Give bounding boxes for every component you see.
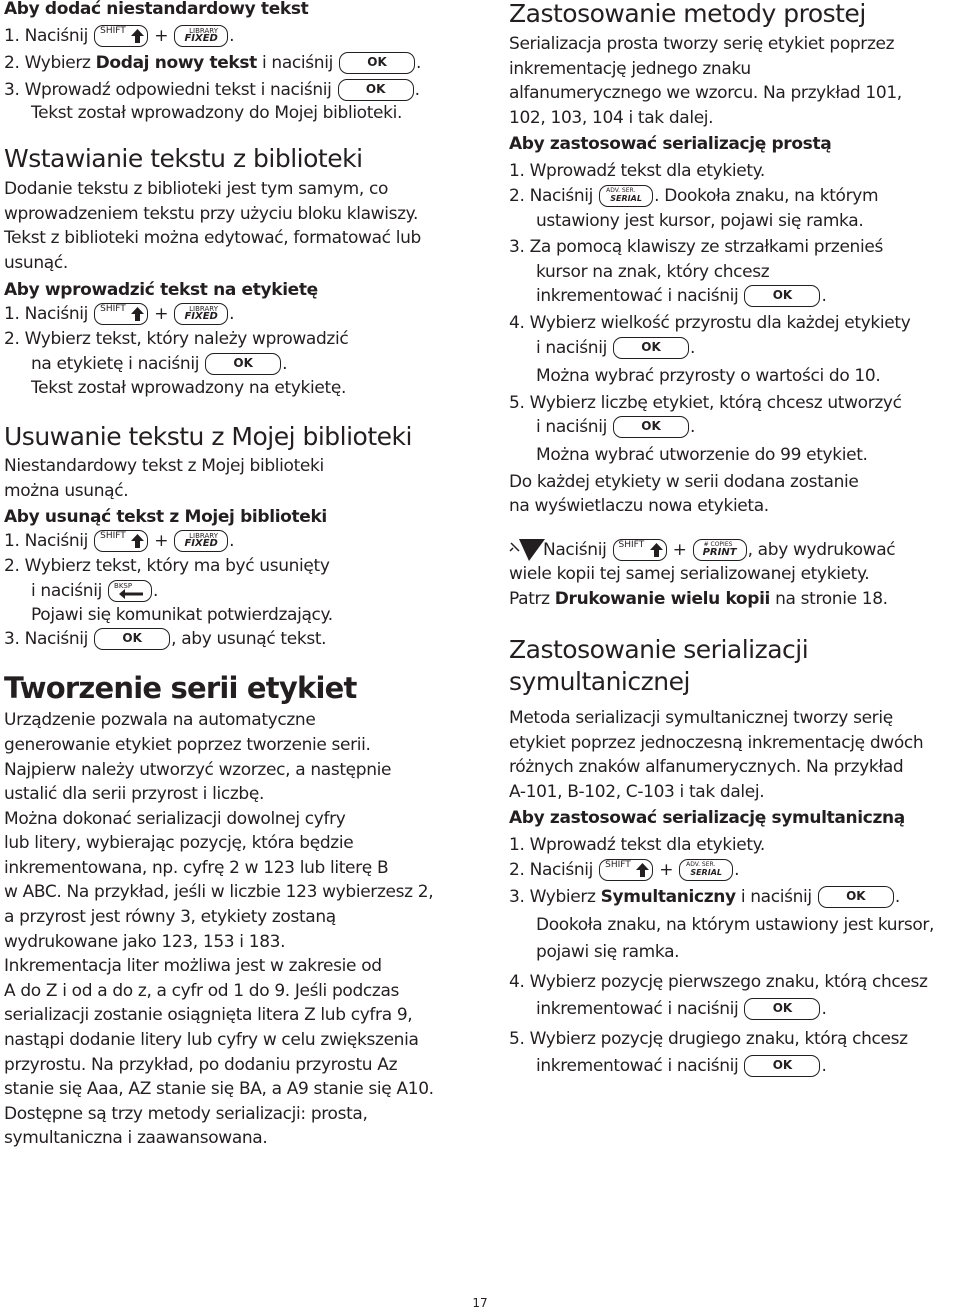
key-label: OK (365, 81, 386, 96)
tip-text: wiele kopii tej samej serializowanej etykiety. (509, 563, 870, 584)
period: . (229, 304, 235, 325)
step-line (509, 413, 959, 442)
section-heading: Zastosowanie metody prostej (509, 0, 866, 28)
key-label: OK (846, 888, 866, 903)
key-label: OK (122, 631, 142, 646)
custom-text-heading: Aby dodać niestandardowy tekst (4, 0, 309, 19)
step-text: i naciśnij (740, 886, 812, 907)
step-text: i naciśnij (536, 337, 607, 358)
period: . (416, 52, 422, 73)
subheading: Aby zastosować serializację prostą (509, 134, 832, 155)
step-line (4, 22, 474, 51)
ok-key-icon (94, 628, 170, 650)
tip-text: Naciśnij (543, 539, 607, 560)
step-text-bold: Symultaniczny (600, 886, 736, 907)
key-label: FIXED (184, 311, 218, 323)
period: . (690, 417, 696, 438)
body-text: Metoda serializacji symultanicznej tworzy serię (509, 708, 893, 729)
fixed-key-icon (174, 530, 228, 552)
step-note: Można wybrać przyrosty o wartości do 10. (536, 365, 881, 386)
body-text: Dodanie tekstu z biblioteki jest tym samym, co (4, 179, 389, 200)
step-text: kursor na znak, który chcesz (536, 261, 770, 282)
step-text-bold: Dodaj nowy tekst (95, 52, 257, 73)
section-heading: Tworzenie serii etykiet (4, 671, 357, 706)
shift-key-icon (94, 25, 148, 47)
step-text: 1. Wprowadź tekst dla etykiety. (509, 160, 765, 181)
period: . (821, 998, 827, 1019)
step-text: Dookoła znaku, na którym ustawiony jest kursor, (536, 914, 935, 935)
plus-sign: + (154, 531, 169, 552)
step-line (509, 1052, 959, 1081)
section-heading: Wstawianie tekstu z biblioteki (4, 144, 363, 174)
step-line (4, 577, 474, 606)
key-label: LIBRARY (189, 26, 218, 35)
key-label: OK (233, 355, 253, 370)
body-text: etykiet poprzez jednoczesną inkrementację dwóch (509, 732, 924, 753)
shift-key-icon (94, 303, 148, 325)
subheading: Aby wprowadzić tekst na etykietę (4, 279, 318, 300)
step-text: i naciśnij (262, 52, 333, 73)
key-label: SERIAL (610, 193, 642, 203)
step-line (4, 527, 474, 556)
step-line (509, 334, 959, 363)
key-label: SHIFT (100, 531, 126, 542)
shift-key-icon (613, 539, 667, 561)
key-label: OK (641, 419, 661, 434)
section-heading: symultanicznej (509, 667, 690, 697)
key-label: OK (367, 54, 387, 69)
ok-key-icon (339, 52, 415, 74)
step-line (4, 625, 474, 654)
key-label: OK (641, 339, 661, 354)
period: . (229, 531, 235, 552)
key-label: BKSP (114, 581, 133, 590)
step-text: inkrementować i naciśnij (536, 998, 739, 1019)
body-text: Można dokonać serializacji dowolnej cyfry (4, 808, 346, 829)
plus-sign: + (154, 304, 169, 325)
key-label: OK (772, 288, 793, 303)
body-text: wydrukowane jako 123, 153 i 183. (4, 931, 286, 952)
step-note: Można wybrać utworzenie do 99 etykiet. (536, 445, 868, 466)
body-text: Do każdej etykiety w serii dodana zostanie (509, 471, 859, 492)
serial-key-icon (679, 859, 733, 881)
step-line (509, 856, 959, 885)
step-text: na etykietę i naciśnij (31, 353, 200, 374)
body-text: inkrementację jednego znaku (509, 58, 751, 79)
print-key-icon (693, 539, 747, 561)
body-text: Niestandardowy tekst z Mojej biblioteki (4, 456, 324, 477)
step-line (509, 995, 959, 1024)
tip-text (509, 587, 959, 612)
key-label: OK (772, 1000, 793, 1015)
body-text: usunąć. (4, 252, 68, 273)
body-text: inkrementowana, np. cyfrę 2 w 123 lub literę B (4, 857, 389, 878)
body-text: Tekst z biblioteki można edytować, formatować lub (4, 228, 421, 249)
step-text: 2. Naciśnij (509, 185, 594, 206)
step-text: 1. Wprowadź tekst dla etykiety. (509, 835, 765, 856)
step-note: Tekst został wprowadzony do Mojej biblioteki. (31, 102, 403, 123)
step-note: Pojawi się komunikat potwierdzający. (31, 604, 333, 625)
backspace-key-icon (108, 580, 152, 602)
ok-key-icon (744, 1055, 820, 1077)
step-text: i naciśnij (536, 417, 607, 438)
body-text: wprowadzeniem tekstu przy użyciu bloku klawiszy. (4, 203, 419, 224)
tip-icon (509, 539, 545, 561)
plus-sign: + (672, 539, 687, 560)
step-text: 1. Naciśnij (4, 531, 89, 552)
step-text: 4. Wybierz wielkość przyrostu dla każdej etykiety (509, 313, 911, 334)
period: . (821, 1055, 827, 1076)
body-text: stanie się Aaa, AZ stanie się BA, a A9 stanie się A10. (4, 1079, 434, 1100)
body-text: różnych znaków alfanumerycznych. Na przykład (509, 757, 904, 778)
body-text: przyrostu. Na przykład, po dodaniu przyrostu Az (4, 1054, 398, 1075)
subheading: Aby zastosować serializację symultaniczną (509, 808, 905, 829)
body-text: Dostępne są trzy metody serializacji: prosta, (4, 1103, 368, 1124)
key-label: LIBRARY (189, 305, 218, 314)
ok-key-icon (744, 285, 820, 307)
ok-key-icon (205, 353, 281, 375)
tip-text: , aby wydrukować (747, 539, 896, 560)
page-number: 17 (472, 1296, 488, 1310)
body-text: Urządzenie pozwala na automatyczne (4, 710, 316, 731)
step-line (4, 49, 474, 78)
series-description (4, 708, 474, 1151)
step-text: 4. Wybierz pozycję pierwszego znaku, którą chcesz (509, 971, 928, 992)
ok-key-icon (744, 998, 820, 1020)
step-text: 5. Wybierz pozycję drugiego znaku, którą chcesz (509, 1028, 908, 1049)
shift-key-icon (599, 859, 653, 881)
period: . (282, 353, 288, 374)
step-text: , aby usunąć tekst. (171, 629, 327, 650)
body-text: lub litery, wybierając pozycję, która będzie (4, 833, 354, 854)
body-text: można usunąć. (4, 480, 129, 501)
key-label: ADV. SER. (606, 186, 636, 194)
key-label: SERIAL (690, 867, 722, 877)
body-text: na wyświetlaczu nowa etykieta. (509, 496, 769, 517)
ok-key-icon (818, 886, 894, 908)
step-text: . Dookoła znaku, na którym (654, 185, 879, 206)
body-text: Inkrementacja liter możliwa jest w zakresie od (4, 956, 382, 977)
step-text: 3. Za pomocą klawiszy ze strzałkami przenieś (509, 237, 883, 258)
fixed-key-icon (174, 303, 228, 325)
step-note: Tekst został wprowadzony na etykietę. (31, 377, 346, 398)
step-text: i naciśnij (31, 580, 102, 601)
body-text: Najpierw należy utworzyć wzorzec, a następnie (4, 759, 392, 780)
step-text: 2. Wybierz tekst, który należy wprowadzić (4, 329, 349, 350)
tip-text: Patrz (509, 588, 550, 609)
period: . (229, 25, 235, 46)
left-column (4, 0, 474, 1149)
fixed-key-icon (174, 25, 228, 47)
period: . (821, 286, 827, 307)
period: . (690, 337, 696, 358)
body-text: serializacji zostanie osiągnięta litera Z lub cyfra 9, (4, 1005, 413, 1026)
step-line (4, 350, 474, 379)
serial-key-icon (599, 185, 653, 207)
step-text: 2. Wybierz tekst, który ma być usunięty (4, 556, 330, 577)
tip-line (509, 536, 959, 565)
step-text: 1. Naciśnij (4, 304, 89, 325)
body-text: Serializacja prosta tworzy serię etykiet poprzez (509, 34, 895, 54)
key-label: LIBRARY (189, 532, 218, 541)
step-text: 3. Wprowadź odpowiedni tekst i naciśnij (4, 79, 332, 100)
body-text: alfanumerycznego we wzorcu. Na przykład 101, (509, 83, 902, 104)
key-label: OK (772, 1057, 793, 1072)
shift-key-icon (94, 530, 148, 552)
body-text: ustalić dla serii przyrost i liczbę. (4, 784, 265, 805)
section-heading: Usuwanie tekstu z Mojej biblioteki (4, 422, 412, 452)
plus-sign: + (659, 859, 674, 880)
key-label: SHIFT (605, 859, 631, 870)
subheading: Aby usunąć tekst z Mojej biblioteki (4, 506, 327, 527)
tip-text: na stronie 18. (775, 588, 888, 609)
right-column (509, 0, 959, 1076)
key-label: ADV. SER. (686, 860, 716, 868)
cross-reference-link[interactable]: Drukowanie wielu kopii (554, 588, 771, 609)
plus-sign: + (154, 25, 169, 46)
key-label: PRINT (702, 546, 737, 558)
ok-key-icon (613, 337, 689, 359)
step-text: 2. Naciśnij (509, 859, 594, 880)
step-text: 2. Wybierz (4, 52, 91, 73)
period: . (153, 580, 159, 601)
step-text: inkrementować i naciśnij (536, 286, 739, 307)
period: . (894, 886, 900, 907)
step-text: pojawi się ramka. (536, 941, 680, 962)
step-line (509, 282, 959, 311)
key-label: # COPIES (703, 540, 733, 548)
period: . (414, 79, 420, 100)
step-line (509, 883, 959, 912)
step-line (4, 300, 474, 329)
body-text: symultaniczna i zaawansowana. (4, 1128, 268, 1149)
period: . (734, 859, 740, 880)
body-text: a przyrost jest równy 3, etykiety zostaną (4, 907, 336, 928)
body-text: A do Z i od a do z, a cyfr od 1 do 9. Jeśli podczas (4, 980, 400, 1001)
body-text: w ABC. Na przykład, jeśli w liczbie 123 wybierzesz 2, (4, 882, 434, 903)
body-text: 102, 103, 104 i tak dalej. (509, 107, 714, 128)
key-label: FIXED (184, 538, 218, 550)
step-text: 1. Naciśnij (4, 25, 89, 46)
section-heading: Zastosowanie serializacji (509, 635, 809, 665)
key-label: FIXED (184, 32, 218, 44)
ok-key-icon (613, 416, 689, 438)
key-label: SHIFT (100, 25, 126, 36)
body-text: generowanie etykiet poprzez tworzenie serii. (4, 734, 371, 755)
step-text: 3. Naciśnij (4, 629, 89, 650)
step-text: 5. Wybierz liczbę etykiet, którą chcesz utworzyć (509, 392, 902, 413)
body-text: nastąpi dodanie litery lub cyfry w celu zwiększenia (4, 1030, 419, 1051)
key-label: SHIFT (100, 304, 126, 315)
step-text: ustawiony jest kursor, pojawi się ramka. (536, 210, 864, 231)
step-line (509, 182, 959, 211)
ok-key-icon (338, 79, 414, 101)
step-text: inkrementować i naciśnij (536, 1055, 739, 1076)
body-text: A-101, B-102, C-103 i tak dalej. (509, 781, 765, 802)
key-label: SHIFT (618, 539, 645, 550)
step-text: 3. Wybierz (509, 886, 596, 907)
